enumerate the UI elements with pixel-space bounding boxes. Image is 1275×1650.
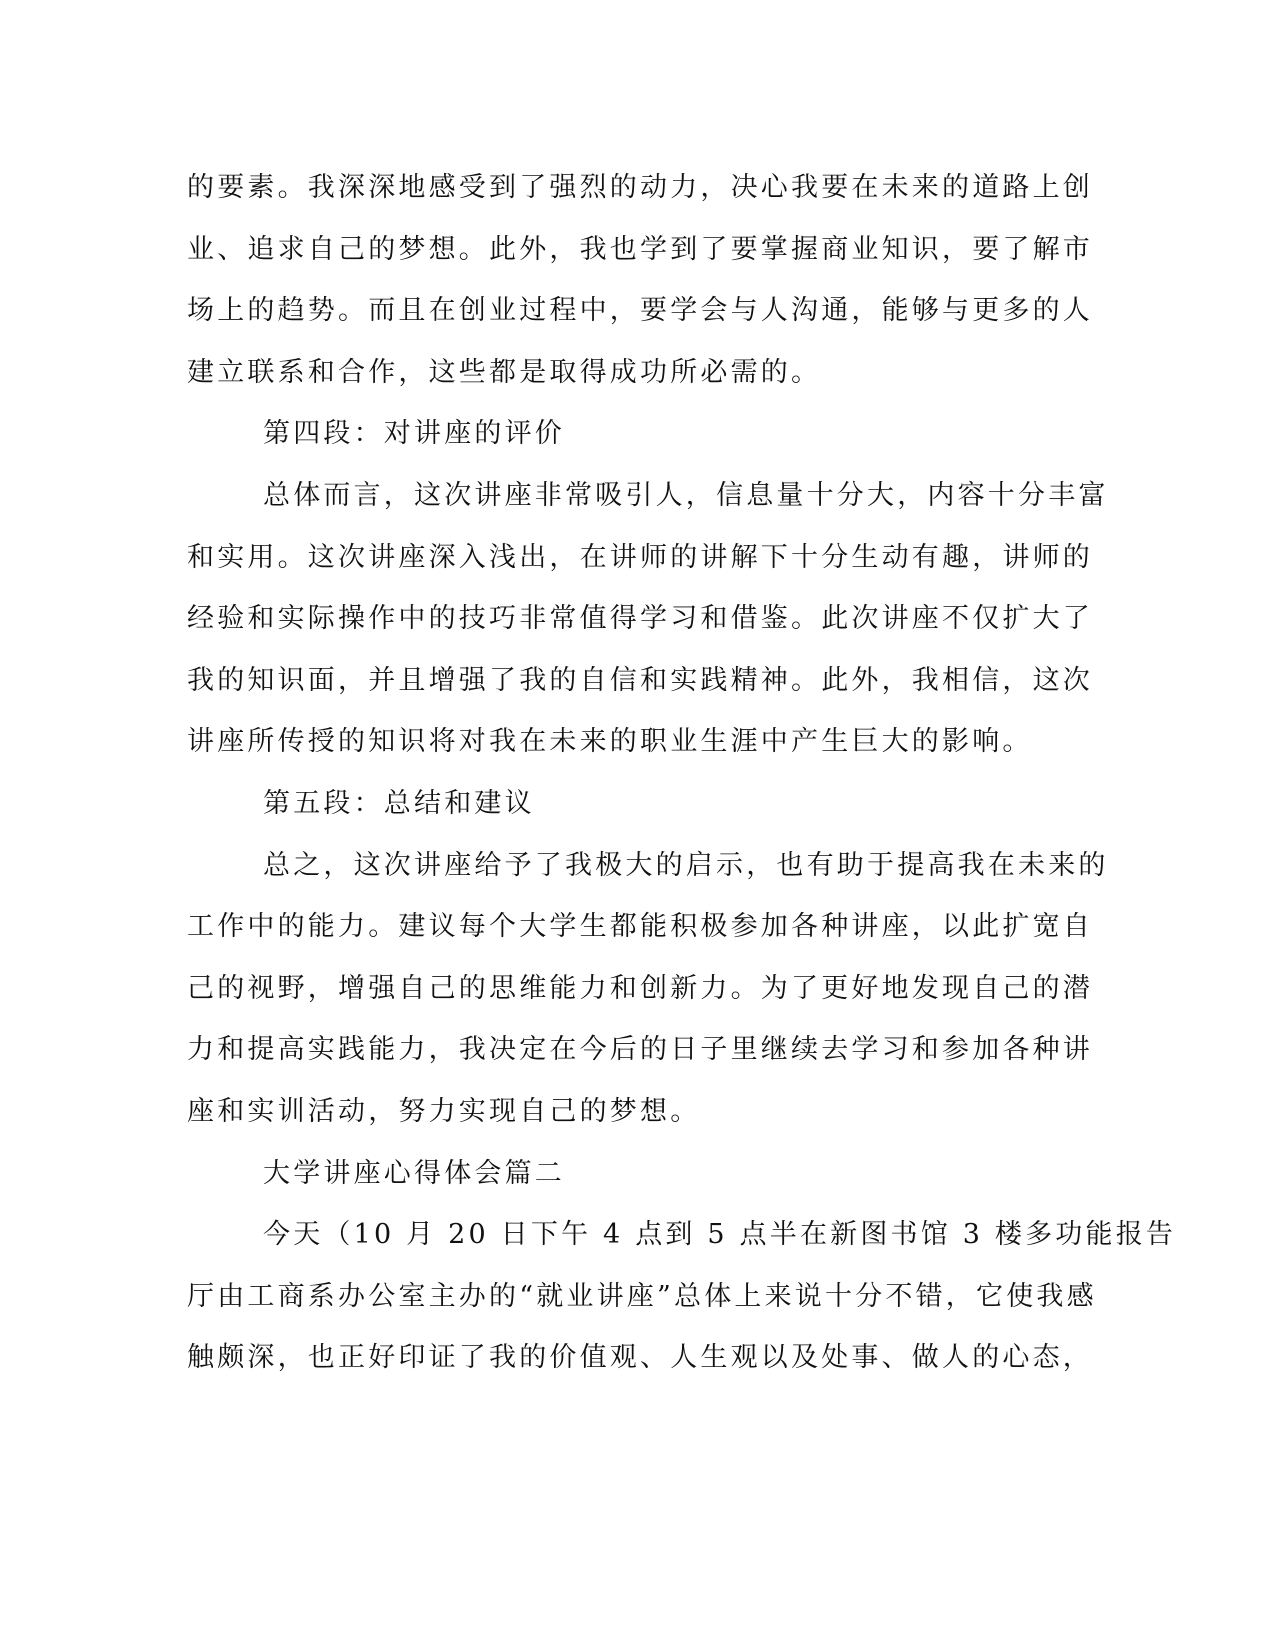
text-line: 力和提高实践能力，我决定在今后的日子里继续去学习和参加各种讲 xyxy=(187,1034,1093,1066)
text-line: 和实用。这次讲座深入浅出，在讲师的讲解下十分生动有趣，讲师的 xyxy=(187,541,1093,573)
text-line: 总体而言，这次讲座非常吸引人，信息量十分大，内容十分丰富 xyxy=(263,479,1109,511)
text-line: 业、追求自己的梦想。此外，我也学到了要掌握商业知识，要了解市 xyxy=(187,233,1093,265)
text-line: 讲座所传授的知识将对我在未来的职业生涯中产生巨大的影响。 xyxy=(187,726,1033,758)
text-line: 场上的趋势。而且在创业过程中，要学会与人沟通，能够与更多的人 xyxy=(187,295,1093,327)
text-line: 经验和实际操作中的技巧非常值得学习和借鉴。此次讲座不仅扩大了 xyxy=(187,603,1093,635)
text-line: 总之，这次讲座给予了我极大的启示，也有助于提高我在未来的 xyxy=(263,849,1109,881)
text-line: 触颇深，也正好印证了我的价值观、人生观以及处事、做人的心态， xyxy=(187,1342,1093,1374)
document-body xyxy=(187,157,1177,1389)
text-line: 第四段：对讲座的评价 xyxy=(263,418,565,450)
text-line: 己的视野，增强自己的思维能力和创新力。为了更好地发现自己的潜 xyxy=(187,972,1093,1004)
text-line: 厅由工商系办公室主办的“就业讲座”总体上来说十分不错，它使我感 xyxy=(187,1280,1097,1312)
text-line: 座和实训活动，努力实现自己的梦想。 xyxy=(187,1095,701,1127)
text-line: 的要素。我深深地感受到了强烈的动力，决心我要在未来的道路上创 xyxy=(187,172,1093,203)
text-line: 建立联系和合作，这些都是取得成功所必需的。 xyxy=(187,356,822,388)
text-line: 第五段：总结和建议 xyxy=(263,787,535,819)
text-line: 我的知识面，并且增强了我的自信和实践精神。此外，我相信，这次 xyxy=(187,664,1093,696)
text-line: 工作中的能力。建议每个大学生都能积极参加各种讲座，以此扩宽自 xyxy=(187,911,1093,943)
text-line: 大学讲座心得体会篇二 xyxy=(263,1157,565,1189)
text-line: 今天（10 月 20 日下午 4 点到 5 点半在新图书馆 3 楼多功能报告 xyxy=(263,1219,1177,1251)
